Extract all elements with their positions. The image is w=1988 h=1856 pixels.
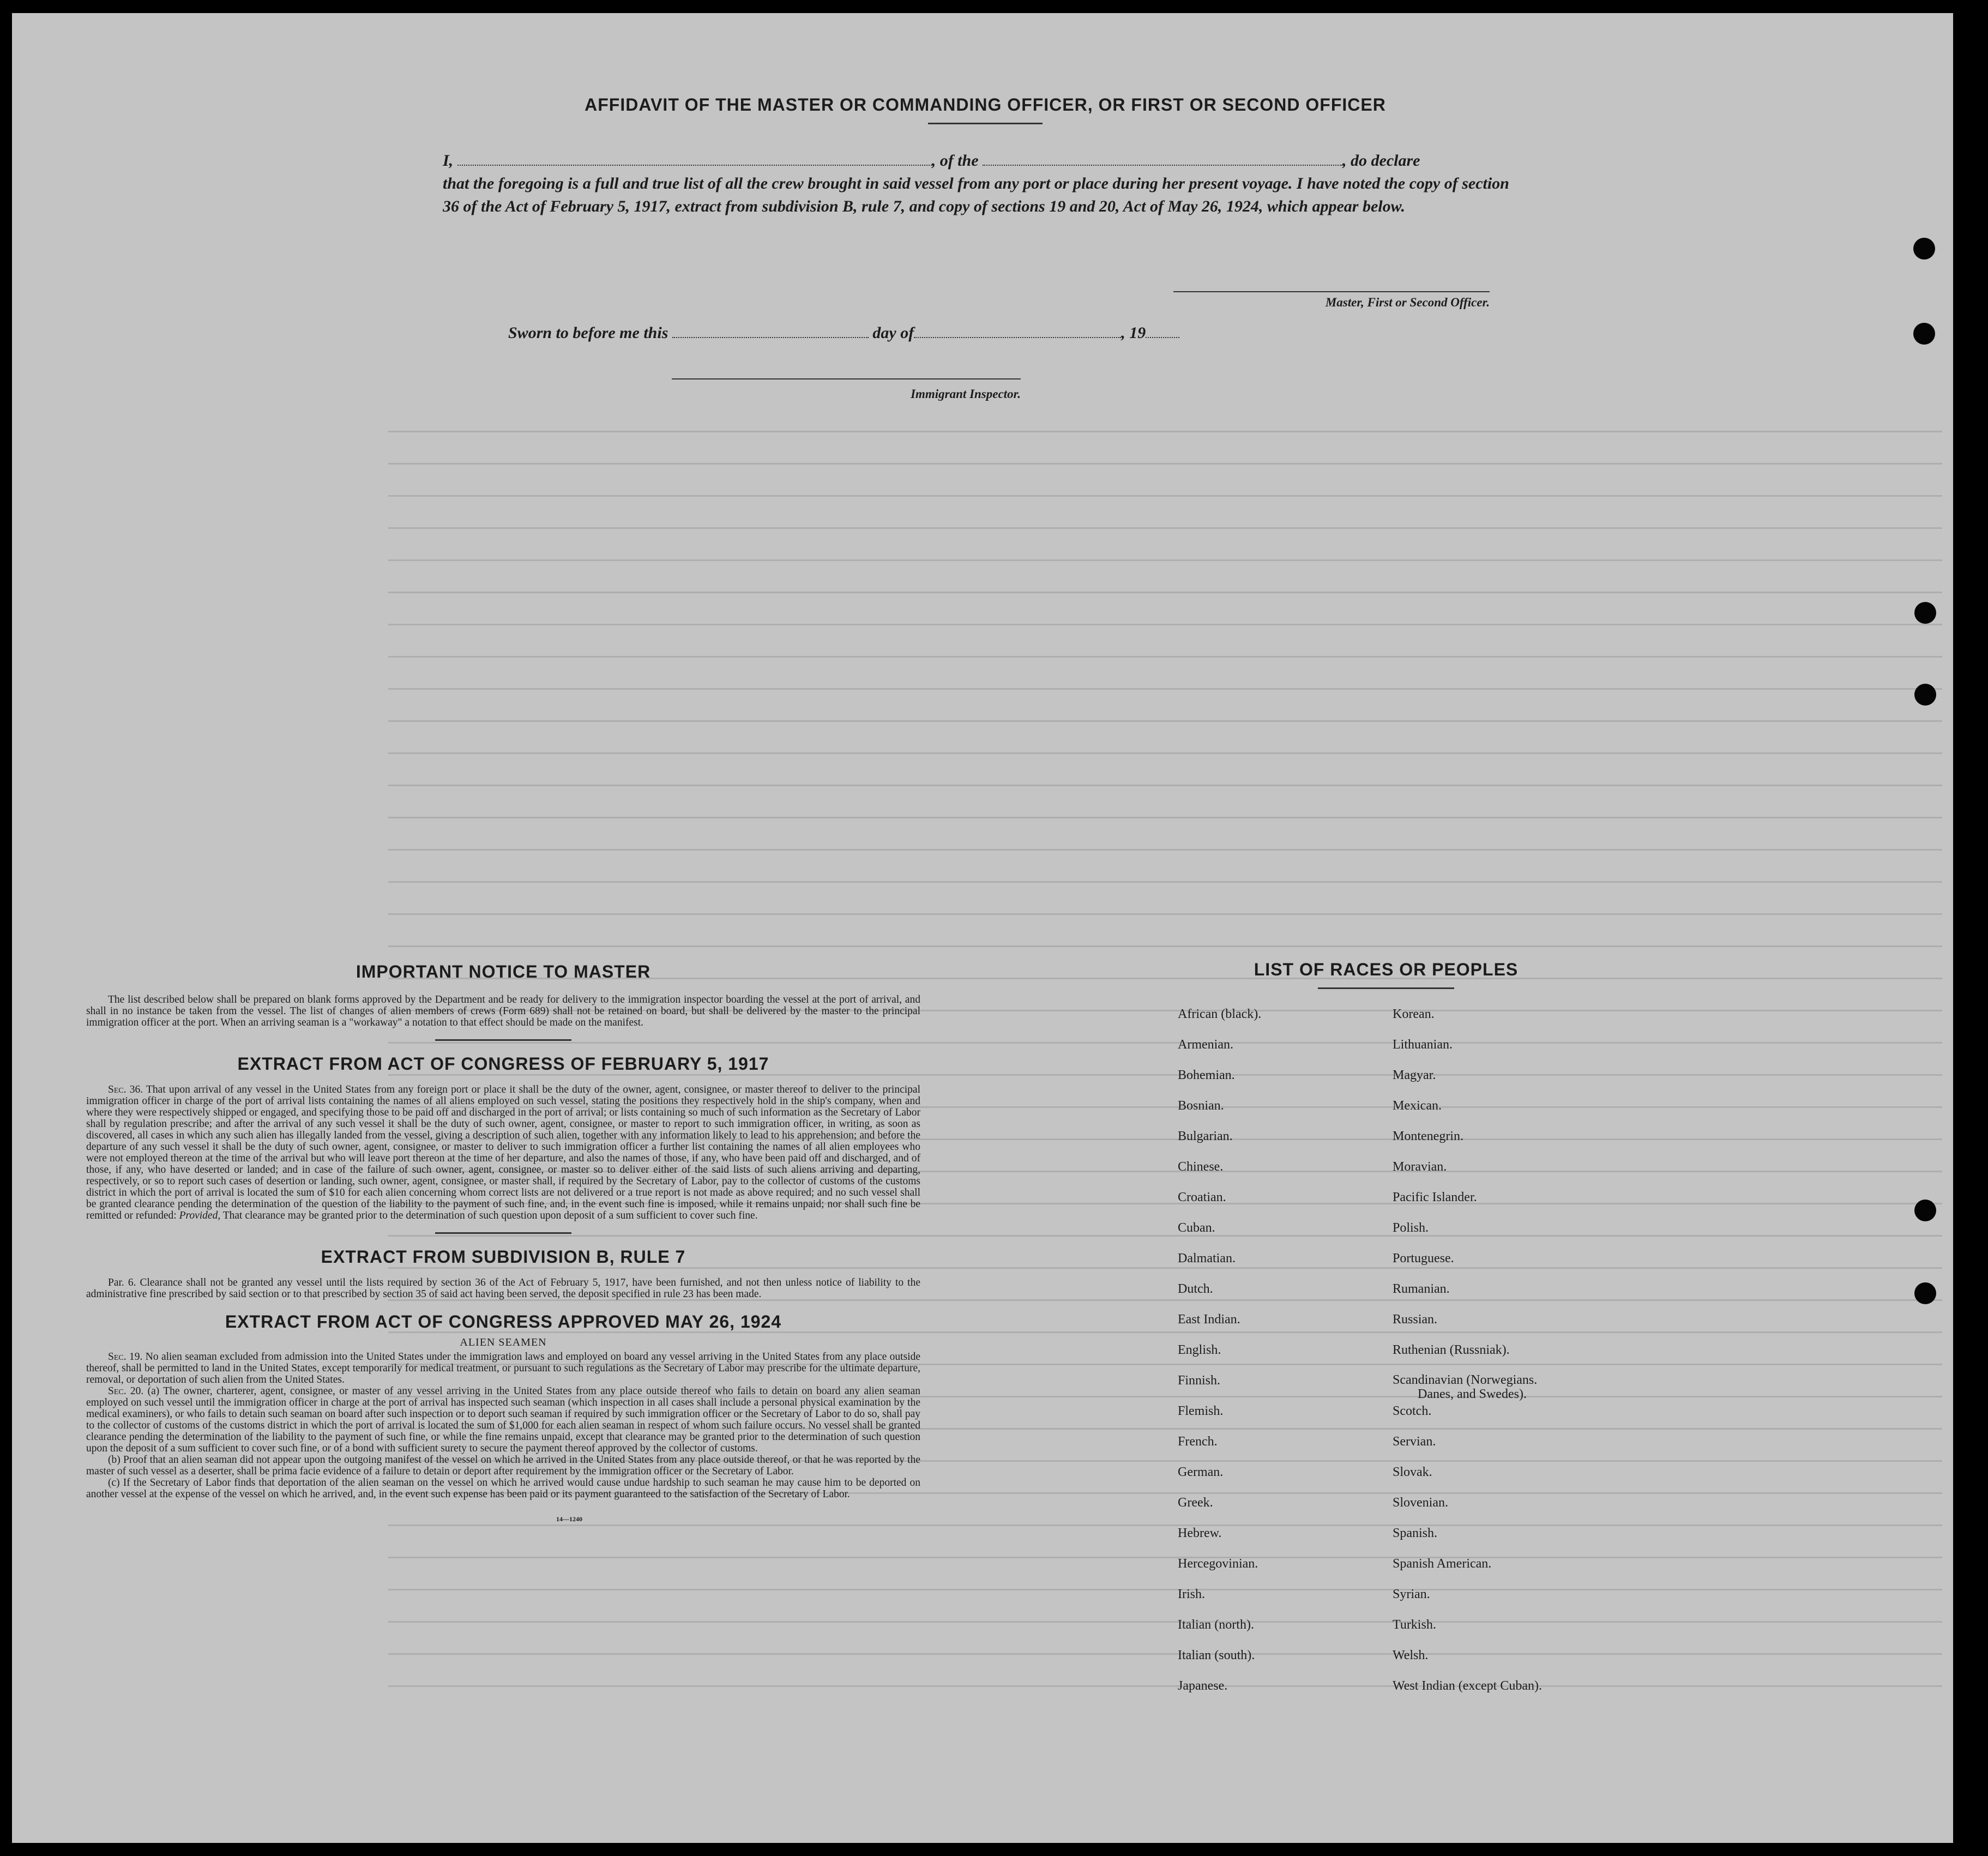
races-title: LIST OF RACES OR PEOPLES <box>1254 960 1519 979</box>
punch-hole <box>1913 323 1935 345</box>
race-item: Flemish. <box>1178 1404 1224 1418</box>
race-item: Hebrew. <box>1178 1526 1222 1540</box>
race-item: Irish. <box>1178 1587 1205 1601</box>
races-column-1 <box>1178 1007 1390 1709</box>
declaration-line <box>443 149 1528 172</box>
race-item: Bohemian. <box>1178 1068 1235 1082</box>
punch-hole <box>1913 238 1935 260</box>
sworn-day-blank[interactable] <box>672 326 869 338</box>
race-item: Slovak. <box>1393 1465 1432 1479</box>
race-item: Turkish. <box>1393 1618 1436 1632</box>
affidavit-title: AFFIDAVIT OF THE MASTER OR COMMANDING OFFICER, OR FIRST OR SECOND OFFICER <box>585 95 1386 115</box>
affidavit-i: I, <box>443 152 454 170</box>
affidavit-of-the: , of the <box>931 152 979 170</box>
race-item: Scotch. <box>1393 1404 1432 1418</box>
race-item-continuation: Danes, and Swedes). <box>1418 1387 1527 1401</box>
race-item: Italian (north). <box>1178 1618 1254 1632</box>
sec-36-label: Sec. 36. <box>108 1084 143 1095</box>
races-header <box>1179 960 1593 989</box>
master-signature-line[interactable] <box>1173 291 1490 292</box>
extract-rule7-title: EXTRACT FROM SUBDIVISION B, RULE 7 <box>321 1247 686 1267</box>
race-item: Spanish. <box>1393 1526 1438 1540</box>
race-item: West Indian (except Cuban). <box>1393 1679 1542 1693</box>
punch-hole <box>1914 1200 1936 1221</box>
sec-36-end: That clearance may be granted prior to the determination of such question upon deposit of a sum sufficient to cover such fine. <box>222 1210 758 1221</box>
races-title-underline <box>1318 987 1454 989</box>
race-item: English. <box>1178 1343 1221 1357</box>
race-item: Portuguese. <box>1393 1251 1454 1266</box>
race-item: Mexican. <box>1393 1099 1442 1113</box>
provided-word: Provided, <box>179 1210 221 1221</box>
race-item: Japanese. <box>1178 1679 1228 1693</box>
race-item: Hercegovinian. <box>1178 1557 1258 1571</box>
race-item: Ruthenian (Russniak). <box>1393 1343 1510 1357</box>
races-list <box>1178 1007 1625 1715</box>
race-item: Croatian. <box>1178 1190 1226 1204</box>
extract-1917-title: EXTRACT FROM ACT OF CONGRESS OF FEBRUARY 5, 1917 <box>237 1054 769 1074</box>
race-item-line: Scandinavian (Norwegians. <box>1393 1373 1538 1387</box>
affidavit-body: that the foregoing is a full and true list of all the crew brought in said vessel from any port or place during her present voyage. I have noted the copy of section 36 of the Act of February 5, 1917, extract from subdivision B, rule 7, and copy of sections 19 and 20, Act of May 26, 1924, which appear below. <box>443 174 1509 215</box>
race-item: Polish. <box>1393 1221 1429 1235</box>
sec-19-text <box>86 1351 920 1385</box>
extract-1917-text <box>86 1084 920 1221</box>
race-item: East Indian. <box>1178 1312 1240 1327</box>
extract-1924-subtitle: ALIEN SEAMEN <box>460 1336 547 1348</box>
race-item: Spanish American. <box>1393 1557 1492 1571</box>
race-item-scandinavian <box>1393 1373 1622 1403</box>
extract-1924-title: EXTRACT FROM ACT OF CONGRESS APPROVED MAY 26, 1924 <box>225 1312 782 1331</box>
punch-hole <box>1914 1282 1936 1304</box>
sec-36-body: That upon arrival of any vessel in the United States from any foreign port or place it shall be the duty of the owner, agent, consignee, or master thereof to deliver to the principal immigration officer in charge of the port of arrival lists containing the names of all aliens employed on such vessel, stating the positions they respectively hold in the ship's company, when and where they were respectively shipped or engaged, and specifying those to be paid off and discharged in the port of arrival; or lists containing so much of such information as the Secretary of Labor shall by regulation prescribe; and after the arrival of any such vessel it shall be the duty of such owner, agent, consignee, or master to report to such immigration officer, in writing, as soon as discovered, all cases in which any such alien has illegally landed from the vessel, giving a description of such alien, together with any information likely to lead to his apprehension; and before the departure of any such vessel it shall be the duty of such owner, agent, consignee, or master to deliver to such immigration officer a further list containing the names of all alien employees who were not employed thereon at the time of the arrival but who will leave port thereon at the time of her departure, and also the names of those, if any, who have been paid off and discharged, and of those, if any, who have deserted or landed; and in case of the failure of such owner, agent, consignee, or master so to deliver either of the said lists of such aliens arriving and departing, respectively, or so to report such cases of desertion or landing, such owner, agent, consignee, or master shall, if required by the Secretary of Labor, pay to the collector of customs of the customs district in which the port of arrival is located the sum of $10 for each alien concerning whom correct lists are not delivered or a true report is not made as above required; and no such vessel shall be granted clearance pending the determination of the question of the liability to the payment of such fine, and, in the event such fine is imposed, while it remains unpaid; nor shall such fine be remitted or refunded: <box>86 1084 920 1221</box>
inspector-signature-block <box>672 378 1021 401</box>
name-blank[interactable] <box>457 154 932 166</box>
race-item: Russian. <box>1393 1312 1438 1327</box>
inspector-label: Immigrant Inspector. <box>911 387 1021 401</box>
race-item: Cuban. <box>1178 1221 1215 1235</box>
sec-20c-text: (c) If the Secretary of Labor finds that deportation of the alien seaman on the vessel on which he arrived would cause undue hardship to such seaman he may cause him to be deported on another vessel at the expense of the vessel on which he arrived, and, in the event such expense has been paid or its payment guaranteed to the satisfaction of the Secretary of Labor. <box>86 1477 920 1500</box>
affidavit-text <box>443 149 1528 218</box>
punch-hole <box>1914 602 1936 624</box>
race-item: Syrian. <box>1393 1587 1430 1601</box>
sec-19-body: No alien seaman excluded from admission into the United States under the immigration laws and employed on board any vessel arriving in the United States from any place outside thereof, shall be permitted to land in the United States, except temporarily for medical treatment, or pursuant to such regulations as the Secretary of Labor may prescribe for the ultimate departure, removal, or deportation of such alien from the United States. <box>86 1351 920 1385</box>
affidavit-section <box>443 95 1528 401</box>
sec-19-label: Sec. 19. <box>108 1351 143 1363</box>
race-item: German. <box>1178 1465 1224 1479</box>
race-item: Pacific Islander. <box>1393 1190 1477 1204</box>
extract-rule7-text: Par. 6. Clearance shall not be granted any vessel until the lists required by section 36 of the Act of February 5, 1917, have been furnished, and not then unless notice of liability to the administrative fine prescribed by said section or to that prescribed by section 35 of said act having been served, the deposit specified in rule 23 has been made. <box>86 1277 920 1300</box>
race-item: Rumanian. <box>1393 1282 1450 1296</box>
race-item: Magyar. <box>1393 1068 1436 1082</box>
sworn-year: , 19 <box>1121 324 1146 342</box>
race-item: Bulgarian. <box>1178 1129 1233 1143</box>
master-signature-block <box>1173 291 1490 310</box>
races-column-2 <box>1393 1007 1622 1709</box>
sec-20a-body: (a) The owner, charterer, agent, consignee, or master of any vessel arriving in the United States from any place outside thereof who fails to detain on board any alien seaman employed on such vessel until the immigration officer in charge at the port of arrival has inspected such seaman (which inspection in all cases shall include a personal physical examination by the medical examiners), or who fails to detain such seaman on board after such inspection or to deport such seaman if required by such immigration officer or the Secretary of Labor to do so, shall pay to the collector of customs of the customs district in which the port of arrival is located the sum of $1,000 for each alien seaman in respect of whom such failure occurs. No vessel shall be granted clearance pending the determination of the liability to the payment of such fine, or while the fine remains unpaid, except that clearance may be granted prior to the determination of such question upon the deposit of a sum sufficient to cover such fine, or of a bond with sufficient surety to secure the payment thereof approved by the collector of customs. <box>86 1385 920 1454</box>
sec-20b-text: (b) Proof that an alien seaman did not appear upon the outgoing manifest of the vessel on which he arrived in the United States from any place outside thereof, or that he was reported by the master of such vessel as a deserter, shall be prima facie evidence of a failure to detain or deport after requirement by the immigration officer or the Secretary of Labor. <box>86 1454 920 1477</box>
title-underline <box>928 123 1043 124</box>
race-item: Servian. <box>1393 1435 1436 1449</box>
race-item: Lithuanian. <box>1393 1038 1453 1052</box>
sworn-year-blank[interactable] <box>1146 326 1179 338</box>
document-page <box>12 13 1953 1843</box>
sworn-prefix: Sworn to before me this <box>508 324 668 342</box>
race-item: Moravian. <box>1393 1160 1447 1174</box>
inspector-signature-line[interactable] <box>672 378 1021 379</box>
affidavit-declare: , do declare <box>1342 152 1420 170</box>
race-item: Korean. <box>1393 1007 1435 1021</box>
race-item: Welsh. <box>1393 1648 1429 1662</box>
race-item: Greek. <box>1178 1496 1213 1510</box>
form-number: 14—1240 <box>556 1515 582 1523</box>
sworn-line <box>508 324 1179 342</box>
notices-column <box>86 962 920 1523</box>
race-item: African (black). <box>1178 1007 1262 1021</box>
notice-title: IMPORTANT NOTICE TO MASTER <box>356 962 651 981</box>
notice-text: The list described below shall be prepared on blank forms approved by the Department and be ready for delivery to the immigration inspector boarding the vessel at the port of arrival, and shall in no instance be taken from the vessel. The list of changes of alien members of crews (Form 689) shall not be retained on board, but shall be delivered by the master to the principal immigration officer at the port. When an arriving seaman is a "workaway" a notation to that effect should be made on the manifest. <box>86 994 920 1028</box>
punch-hole <box>1914 684 1936 706</box>
race-item: Chinese. <box>1178 1160 1224 1174</box>
sec-20-label: Sec. 20. <box>108 1385 144 1397</box>
race-item: Bosnian. <box>1178 1099 1224 1113</box>
separator <box>435 1232 571 1234</box>
sworn-month-blank[interactable] <box>914 326 1121 338</box>
race-item: Armenian. <box>1178 1038 1233 1052</box>
race-item: Dalmatian. <box>1178 1251 1236 1266</box>
sec-20a-text <box>86 1385 920 1454</box>
race-item: Dutch. <box>1178 1282 1213 1296</box>
race-item: Finnish. <box>1178 1373 1221 1388</box>
race-item: Montenegrin. <box>1393 1129 1463 1143</box>
vessel-blank[interactable] <box>983 154 1342 166</box>
race-item: Italian (south). <box>1178 1648 1255 1662</box>
separator <box>435 1039 571 1041</box>
race-item: French. <box>1178 1435 1218 1449</box>
race-item: Slovenian. <box>1393 1496 1448 1510</box>
master-signature-label: Master, First or Second Officer. <box>1325 296 1490 309</box>
sworn-day-of: day of <box>872 324 914 342</box>
